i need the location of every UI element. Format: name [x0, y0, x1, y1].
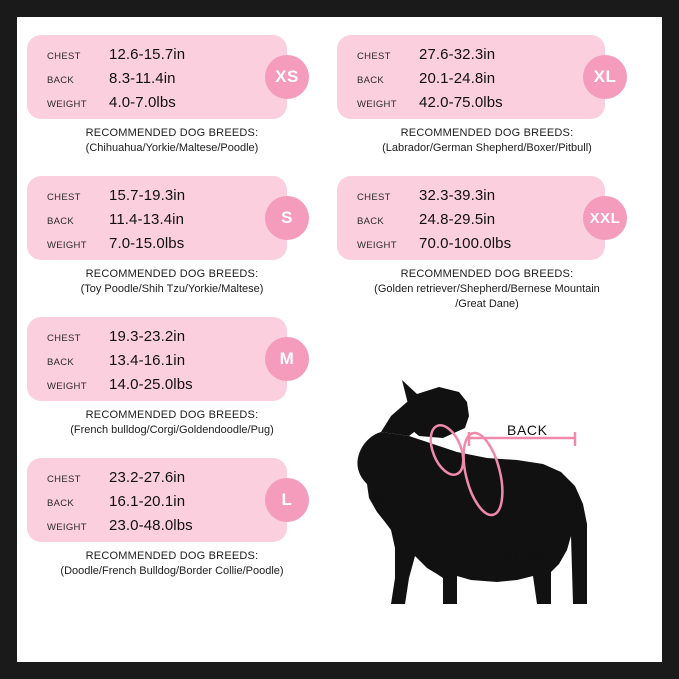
value-back-l: 16.1-20.1in: [109, 493, 186, 510]
right-column: [337, 35, 652, 314]
label-weight: WEIGHT: [47, 381, 87, 392]
value-back-m: 13.4-16.1in: [109, 352, 186, 369]
row-weight: [47, 517, 287, 541]
value-weight-m: 14.0-25.0lbs: [109, 376, 193, 393]
dog-measurement-diagram: [347, 372, 647, 642]
value-back-xxl: 24.8-29.5in: [419, 211, 496, 228]
row-chest: [357, 46, 605, 70]
breeds-xl: [337, 126, 637, 156]
size-badge-l: L: [265, 478, 309, 522]
breeds-list-xxl-line1: (Golden retriever/Shepherd/Bernese Mountain: [374, 283, 600, 295]
size-badge-s: S: [265, 196, 309, 240]
label-back-measure: BACK: [507, 422, 548, 438]
value-weight-xs: 4.0-7.0lbs: [109, 94, 176, 111]
value-chest-xs: 12.6-15.7in: [109, 46, 186, 63]
size-block-s: [27, 176, 332, 297]
value-back-s: 11.4-13.4in: [109, 211, 185, 228]
size-card-xs: [27, 35, 299, 119]
label-neck-measure: NECK: [371, 489, 413, 505]
size-rows-xxl: [337, 187, 605, 259]
row-back: [47, 493, 287, 517]
breeds-list-s: (Toy Poodle/Shih Tzu/Yorkie/Maltese): [80, 283, 264, 295]
size-rows-s: [27, 187, 287, 259]
row-back: [47, 70, 287, 94]
breeds-heading-xxl: RECOMMENDED DOG BREEDS:: [400, 268, 574, 280]
value-weight-l: 23.0-48.0lbs: [109, 517, 193, 534]
dog-silhouette-icon: [347, 372, 647, 642]
value-weight-xl: 42.0-75.0lbs: [419, 94, 503, 111]
breeds-l: [27, 549, 317, 579]
breeds-xs: [27, 126, 317, 156]
row-weight: [357, 94, 605, 118]
row-back: [357, 70, 605, 94]
label-chest: CHEST: [47, 51, 81, 62]
size-chart-sheet: [17, 17, 662, 662]
label-chest: CHEST: [47, 192, 81, 203]
row-chest: [357, 187, 605, 211]
label-chest-measure: CHEST: [497, 547, 548, 563]
size-block-m: [27, 317, 332, 438]
label-back: BACK: [47, 498, 75, 509]
breeds-m: [27, 408, 317, 438]
size-badge-xl: XL: [583, 55, 627, 99]
breeds-heading-m: RECOMMENDED DOG BREEDS:: [85, 409, 259, 421]
size-badge-xs: XS: [265, 55, 309, 99]
label-back: BACK: [357, 75, 385, 86]
size-rows-m: [27, 328, 287, 400]
label-weight: WEIGHT: [357, 99, 397, 110]
label-weight: WEIGHT: [47, 99, 87, 110]
value-chest-xxl: 32.3-39.3in: [419, 187, 496, 204]
breeds-list-m: (French bulldog/Corgi/Goldendoodle/Pug): [70, 424, 274, 436]
breeds-list-xs: (Chihuahua/Yorkie/Maltese/Poodle): [85, 142, 259, 154]
breeds-list-xl: (Labrador/German Shepherd/Boxer/Pitbull): [382, 142, 592, 154]
value-chest-m: 19.3-23.2in: [109, 328, 186, 345]
size-rows-xs: [27, 46, 287, 118]
breeds-heading-l: RECOMMENDED DOG BREEDS:: [85, 550, 259, 562]
size-card-s: [27, 176, 293, 260]
size-block-xs: [27, 35, 332, 156]
size-card-l: [27, 458, 293, 542]
breeds-list-l: (Doodle/French Bulldog/Border Collie/Poodle): [60, 565, 284, 577]
row-weight: [47, 376, 287, 400]
size-block-l: [27, 458, 332, 579]
label-back: BACK: [47, 357, 75, 368]
label-back: BACK: [47, 216, 75, 227]
breeds-list-xxl-line2: /Great Dane): [455, 298, 519, 310]
size-card-xl: [337, 35, 617, 119]
row-back: [357, 211, 605, 235]
value-weight-s: 7.0-15.0lbs: [109, 235, 185, 252]
value-chest-l: 23.2-27.6in: [109, 469, 186, 486]
row-chest: [47, 328, 287, 352]
label-weight: WEIGHT: [47, 522, 87, 533]
row-back: [47, 211, 287, 235]
size-badge-m: M: [265, 337, 309, 381]
label-chest: CHEST: [47, 474, 81, 485]
size-block-xxl: [337, 176, 652, 312]
size-rows-xl: [337, 46, 605, 118]
breeds-heading-xs: RECOMMENDED DOG BREEDS:: [85, 127, 259, 139]
value-chest-xl: 27.6-32.3in: [419, 46, 496, 63]
row-weight: [47, 94, 287, 118]
breeds-xxl: [337, 267, 637, 312]
value-weight-xxl: 70.0-100.0lbs: [419, 235, 512, 252]
row-back: [47, 352, 287, 376]
value-back-xl: 20.1-24.8in: [419, 70, 496, 87]
label-back: BACK: [357, 216, 385, 227]
size-card-m: [27, 317, 295, 401]
size-badge-xxl: XXL: [583, 196, 627, 240]
breeds-heading-s: RECOMMENDED DOG BREEDS:: [85, 268, 259, 280]
breeds-s: [27, 267, 317, 297]
label-chest: CHEST: [357, 51, 391, 62]
label-chest: CHEST: [357, 192, 391, 203]
label-chest: CHEST: [47, 333, 81, 344]
size-rows-l: [27, 469, 287, 541]
row-chest: [47, 187, 287, 211]
row-chest: [47, 46, 287, 70]
row-weight: [47, 235, 287, 259]
row-weight: [357, 235, 605, 259]
value-chest-s: 15.7-19.3in: [109, 187, 186, 204]
size-card-xxl: [337, 176, 621, 260]
row-chest: [47, 469, 287, 493]
value-back-xs: 8.3-11.4in: [109, 70, 176, 87]
left-column: [27, 35, 332, 581]
label-back: BACK: [47, 75, 75, 86]
label-weight: WEIGHT: [47, 240, 87, 251]
size-block-xl: [337, 35, 652, 156]
breeds-heading-xl: RECOMMENDED DOG BREEDS:: [400, 127, 574, 139]
label-weight: WEIGHT: [357, 240, 397, 251]
